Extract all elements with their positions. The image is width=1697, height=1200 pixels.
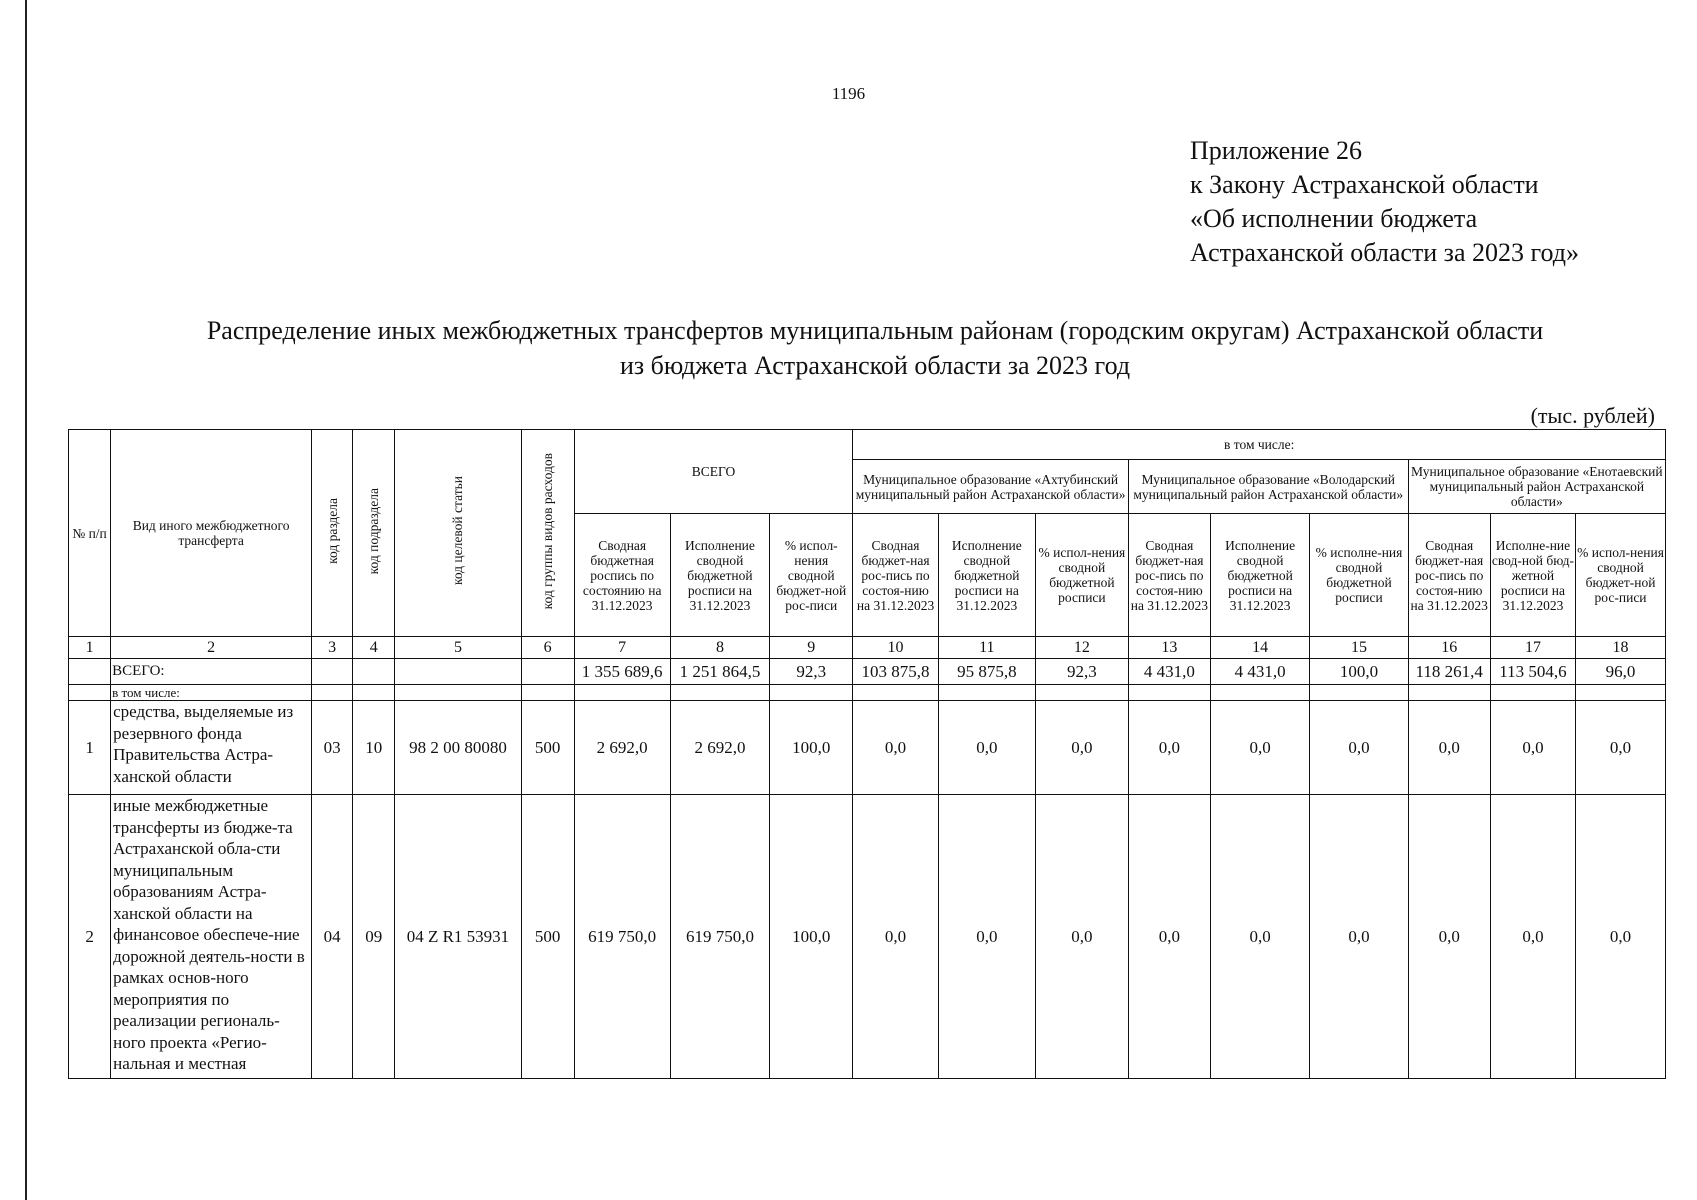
row-subsection: 09 [353, 795, 395, 1079]
header-mo3: Муниципальное образование «Енотаевский муниципальный район Астраханской области» [1408, 460, 1665, 514]
table-row [69, 685, 1666, 701]
total-label: ВСЕГО: [111, 659, 312, 685]
col-number: 15 [1310, 637, 1408, 659]
empty-cell [1490, 685, 1575, 701]
total-empty-cell [521, 659, 574, 685]
row-value: 0,0 [1576, 795, 1666, 1079]
empty-cell [1576, 685, 1666, 701]
row-value: 0,0 [1035, 795, 1128, 1079]
row-target: 98 2 00 80080 [395, 701, 521, 795]
total-empty-cell [312, 659, 353, 685]
empty-cell [670, 685, 769, 701]
header-group-text: код группы видов расходов [540, 452, 556, 610]
header-subsection-text: код подраздела [366, 487, 382, 575]
row-value: 100,0 [770, 795, 853, 1079]
header-mo2-exec: Исполнение сводной бюджетной росписи на 31.12.2023 [1210, 514, 1309, 637]
col-number: 18 [1576, 637, 1666, 659]
including-label: в том числе: [111, 685, 312, 701]
row-value: 2 692,0 [574, 701, 670, 795]
col-number: 2 [111, 637, 312, 659]
empty-cell [1310, 685, 1408, 701]
col-number: 9 [770, 637, 853, 659]
header-mo2: Муниципальное образование «Володарский муниципальный район Астраханской области» [1128, 460, 1408, 514]
title-line: из бюджета Астраханской области за 2023 год [619, 351, 1131, 380]
row-value: 0,0 [853, 701, 938, 795]
header-total-plan: Сводная бюджетная роспись по состоянию на 31.12.2023 [574, 514, 670, 637]
header-mo3-plan: Сводная бюджет-ная рос-пись по состоя-нию на 31.12.2023 [1408, 514, 1490, 637]
empty-cell [1408, 685, 1490, 701]
total-value: 1 251 864,5 [670, 659, 769, 685]
row-target: 04 Z R1 53931 [395, 795, 521, 1079]
row-section: 03 [312, 701, 353, 795]
col-number: 1 [69, 637, 111, 659]
total-value: 1 355 689,6 [574, 659, 670, 685]
row-value: 619 750,0 [670, 795, 769, 1079]
header-target-text: код целевой статьи [450, 476, 466, 586]
total-value: 92,3 [770, 659, 853, 685]
row-value: 0,0 [938, 701, 1035, 795]
header-num: № п/п [69, 430, 111, 637]
transfers-table [68, 429, 1666, 1079]
header-total: ВСЕГО [574, 430, 853, 514]
total-value: 4 431,0 [1128, 659, 1210, 685]
row-group: 500 [521, 795, 574, 1079]
col-number: 7 [574, 637, 670, 659]
row-value: 0,0 [1408, 701, 1490, 795]
total-empty-cell [395, 659, 521, 685]
row-value: 0,0 [1035, 701, 1128, 795]
row-value: 0,0 [1310, 795, 1408, 1079]
page-edge-line [25, 0, 27, 1200]
total-value: 4 431,0 [1210, 659, 1309, 685]
appendix-line: Астраханской области за 2023 год» [1190, 238, 1579, 267]
header-subsection [353, 430, 395, 637]
total-value: 95 875,8 [938, 659, 1035, 685]
col-number: 12 [1035, 637, 1128, 659]
col-number: 11 [938, 637, 1035, 659]
header-total-exec: Исполнение сводной бюджетной росписи на 31.12.2023 [670, 514, 769, 637]
col-number: 10 [853, 637, 938, 659]
row-value: 0,0 [1490, 701, 1575, 795]
row-value: 0,0 [1128, 701, 1210, 795]
header-total-pct: % испол-нения сводной бюджет-ной рос-писи [770, 514, 853, 637]
header-kind: Вид иного межбюджетного трансферта [111, 430, 312, 637]
col-number: 16 [1408, 637, 1490, 659]
total-value: 113 504,6 [1490, 659, 1575, 685]
row-group: 500 [521, 701, 574, 795]
header-mo1-pct: % испол-нения сводной бюджетной росписи [1035, 514, 1128, 637]
total-value: 103 875,8 [853, 659, 938, 685]
empty-cell [395, 685, 521, 701]
empty-cell [312, 685, 353, 701]
row-value: 0,0 [1128, 795, 1210, 1079]
row-value: 0,0 [1490, 795, 1575, 1079]
total-empty-cell [353, 659, 395, 685]
row-name: иные межбюджетные трансферты из бюдже-та Астраханской обла-сти муниципальным образованиям Астра-ханской области на финансовое обеспече-ние дорожной деятель-ности в рамках основ-ного мероприятия по реализации региональ-ного проекта «Регио-нальная и местная [111, 795, 312, 1079]
total-value: 92,3 [1035, 659, 1128, 685]
empty-cell [938, 685, 1035, 701]
units-label: (тыс. рублей) [1530, 403, 1655, 428]
total-num-cell [69, 659, 111, 685]
empty-cell [853, 685, 938, 701]
header-mo1: Муниципальное образование «Ахтубинский муниципальный район Астраханской области» [853, 460, 1128, 514]
total-value: 100,0 [1310, 659, 1408, 685]
row-value: 0,0 [1210, 795, 1309, 1079]
table-row [69, 701, 1666, 795]
header-group [521, 430, 574, 637]
col-number: 17 [1490, 637, 1575, 659]
row-num: 2 [69, 795, 111, 1079]
header-section-text: код раздела [324, 498, 340, 564]
header-section [312, 430, 353, 637]
header-mo3-pct: % испол-нения сводной бюджет-ной рос-писи [1576, 514, 1666, 637]
header-including: в том числе: [853, 430, 1666, 460]
col-number: 6 [521, 637, 574, 659]
page-number: 1196 [831, 84, 866, 103]
row-value: 0,0 [938, 795, 1035, 1079]
row-num: 1 [69, 701, 111, 795]
empty-cell [1210, 685, 1309, 701]
appendix-line: к Закону Астраханской области [1190, 170, 1539, 199]
row-section: 04 [312, 795, 353, 1079]
header-mo3-exec: Исполне-ние свод-ной бюд-жетной росписи на 31.12.2023 [1490, 514, 1575, 637]
empty-cell [1128, 685, 1210, 701]
header-mo1-exec: Исполнение сводной бюджетной росписи на 31.12.2023 [938, 514, 1035, 637]
col-number: 8 [670, 637, 769, 659]
empty-cell [521, 685, 574, 701]
title-line: Распределение иных межбюджетных трансфертов муниципальным районам (городским округам) Астраханской области [206, 316, 1544, 345]
table-row [69, 795, 1666, 1079]
row-subsection: 10 [353, 701, 395, 795]
col-number: 3 [312, 637, 353, 659]
row-value: 100,0 [770, 701, 853, 795]
col-number: 14 [1210, 637, 1309, 659]
appendix-line: Приложение 26 [1190, 136, 1363, 165]
appendix-block [1190, 134, 1579, 270]
col-number: 4 [353, 637, 395, 659]
row-value: 0,0 [1210, 701, 1309, 795]
row-value: 0,0 [1310, 701, 1408, 795]
row-value: 2 692,0 [670, 701, 769, 795]
row-value: 0,0 [1408, 795, 1490, 1079]
header-target [395, 430, 521, 637]
empty-cell [69, 685, 111, 701]
row-value: 619 750,0 [574, 795, 670, 1079]
appendix-line: «Об исполнении бюджета [1190, 204, 1478, 233]
row-value: 0,0 [1576, 701, 1666, 795]
total-value: 96,0 [1576, 659, 1666, 685]
col-number: 5 [395, 637, 521, 659]
empty-cell [1035, 685, 1128, 701]
table-row [69, 659, 1666, 685]
header-mo1-plan: Сводная бюджет-ная рос-пись по состоя-нию на 31.12.2023 [853, 514, 938, 637]
empty-cell [574, 685, 670, 701]
document-title [100, 313, 1650, 383]
empty-cell [770, 685, 853, 701]
empty-cell [353, 685, 395, 701]
col-number: 13 [1128, 637, 1210, 659]
header-mo2-pct: % исполне-ния сводной бюджетной росписи [1310, 514, 1408, 637]
row-value: 0,0 [853, 795, 938, 1079]
header-mo2-plan: Сводная бюджет-ная рос-пись по состоя-нию на 31.12.2023 [1128, 514, 1210, 637]
total-value: 118 261,4 [1408, 659, 1490, 685]
row-name: средства, выделяемые из резервного фонда Правительства Астра-ханской области [111, 701, 312, 795]
